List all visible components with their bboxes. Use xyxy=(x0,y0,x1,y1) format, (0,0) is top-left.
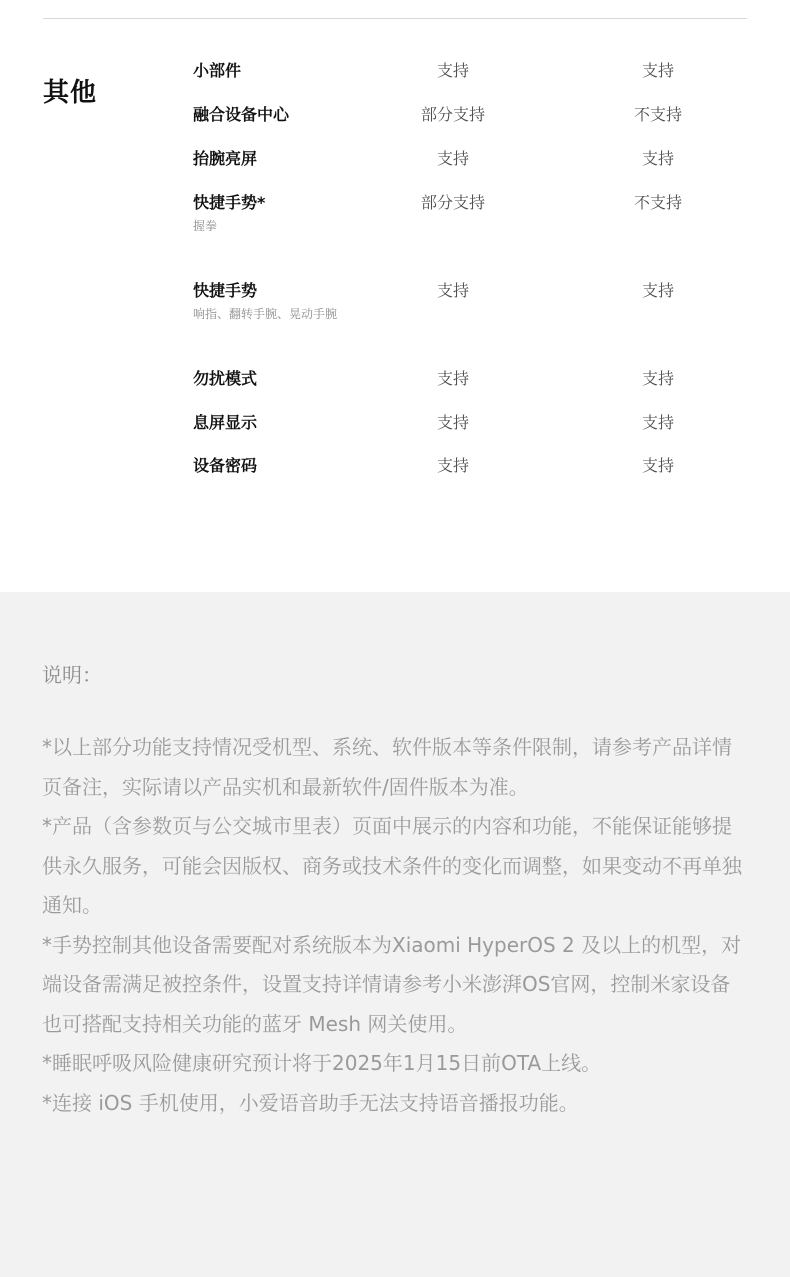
feature-row-device-passcode xyxy=(193,455,747,495)
support-value-col-a: 支持 xyxy=(436,413,469,432)
notes-section xyxy=(0,592,790,1277)
support-value-col-a: 支持 xyxy=(436,281,469,300)
feature-name: 勿扰模式 xyxy=(193,369,258,388)
feature-description: 握拳 xyxy=(193,219,218,233)
feature-name: 融合设备中心 xyxy=(193,105,290,124)
support-value-col-a: 支持 xyxy=(436,369,469,388)
feature-row-widgets xyxy=(193,60,747,100)
support-value-col-b: 支持 xyxy=(641,413,674,432)
note-item: *连接 iOS 手机使用，小爱语音助手无法支持语音播报功能。 xyxy=(42,1090,579,1115)
feature-row-always-on-display xyxy=(193,412,747,452)
support-value-col-b: 支持 xyxy=(641,456,674,475)
note-item: *手势控制其他设备需要配对系统版本为Xiaomi HyperOS 2 及以上的机型，对端设备需满足被控条件，设置支持详情请参考小米澎湃OS官网，控制米家设备也可搭配支持相关功能的蓝牙 Mesh 网关使用。 xyxy=(42,932,742,1036)
feature-row-raise-to-wake xyxy=(193,148,747,188)
note-item: *以上部分功能支持情况受机型、系统、软件版本等条件限制，请参考产品详情页备注，实际请以产品实机和最新软件/固件版本为准。 xyxy=(42,735,732,799)
support-value-col-a: 部分支持 xyxy=(420,193,485,212)
feature-table xyxy=(193,0,747,592)
feature-name: 抬腕亮屏 xyxy=(193,149,258,168)
support-value-col-b: 支持 xyxy=(641,61,674,80)
support-value-col-a: 支持 xyxy=(436,149,469,168)
feature-comparison-section xyxy=(0,0,790,592)
support-value-col-a: 支持 xyxy=(436,61,469,80)
feature-name: 快捷手势* xyxy=(193,193,266,212)
support-value-col-a: 部分支持 xyxy=(420,105,485,124)
feature-name: 息屏显示 xyxy=(193,413,258,432)
note-item: *产品（含参数页与公交城市里表）页面中展示的内容和功能，不能保证能够提供永久服务，可能会因版权、商务或技术条件的变化而调整，如果变动不再单独通知。 xyxy=(42,814,742,917)
feature-row-device-center xyxy=(193,104,747,144)
feature-row-do-not-disturb xyxy=(193,368,747,408)
support-value-col-b: 支持 xyxy=(641,149,674,168)
feature-name: 快捷手势 xyxy=(193,281,258,300)
feature-name: 小部件 xyxy=(193,61,242,80)
support-value-col-a: 支持 xyxy=(436,456,469,475)
feature-description: 响指、翻转手腕、晃动手腕 xyxy=(193,307,338,321)
feature-row-quick-gesture-fist xyxy=(193,192,747,252)
support-value-col-b: 支持 xyxy=(641,281,674,300)
feature-name: 设备密码 xyxy=(193,456,258,475)
notes-title: 说明： xyxy=(42,663,102,687)
support-value-col-b: 支持 xyxy=(641,369,674,388)
support-value-col-b: 不支持 xyxy=(633,105,682,124)
notes-list xyxy=(42,728,750,1123)
note-item: *睡眠呼吸风险健康研究预计将于2025年1月15日前OTA上线。 xyxy=(42,1051,602,1075)
feature-row-quick-gesture xyxy=(193,280,747,340)
support-value-col-b: 不支持 xyxy=(633,193,682,212)
category-title: 其他 xyxy=(43,78,98,108)
